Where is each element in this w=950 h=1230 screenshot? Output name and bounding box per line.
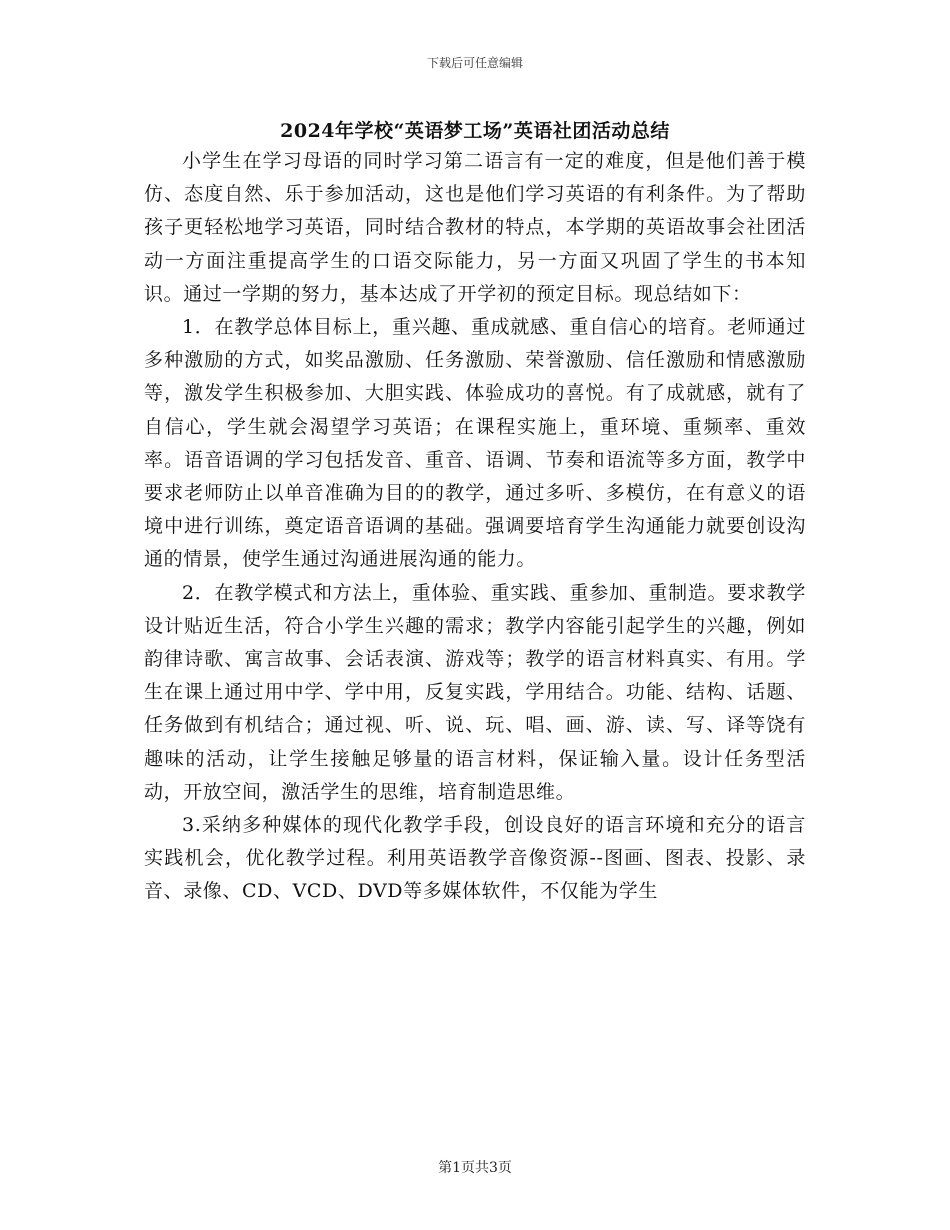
page-number-footer: 第1页共3页 [438, 1160, 512, 1176]
document-body [144, 145, 806, 909]
paragraph-point-2: 2．在教学模式和方法上，重体验、重实践、重参加、重制造。要求教学设计贴近生活，符合小学生兴趣的需求；教学内容能引起学生的兴趣，例如韵律诗歌、寓言故事、会话表演、游戏等；教学的语言材料真实、有用。学生在课上通过用中学、学中用，反复实践，学用结合。功能、结构、话题、任务做到有机结合；通过视、听、说、玩、唱、画、游、读、写、译等饶有趣味的活动，让学生接触足够量的语言材料，保证输入量。设计任务型活动，开放空间，激活学生的思维，培育制造思维。 [144, 581, 806, 803]
paragraph-intro: 小学生在学习母语的同时学习第二语言有一定的难度，但是他们善于模仿、态度自然、乐于参加活动，这也是他们学习英语的有利条件。为了帮助孩子更轻松地学习英语，同时结合教材的特点，本学期的英语故事会社团活动一方面注重提高学生的口语交际能力，另一方面又巩固了学生的书本知识。通过一学期的努力，基本达成了开学初的预定目标。现总结如下： [144, 150, 806, 305]
document-title: 2024年学校“英语梦工场”英语社团活动总结 [280, 120, 670, 142]
paragraph-point-1: 1．在教学总体目标上，重兴趣、重成就感、重自信心的培育。老师通过多种激励的方式，如奖品激励、任务激励、荣誉激励、信任激励和情感激励等，激发学生积极参加、大胆实践、体验成功的喜悦。有了成就感，就有了自信心，学生就会渴望学习英语；在课程实施上，重环境、重频率、重效率。语音语调的学习包括发音、重音、语调、节奏和语流等多方面，教学中要求老师防止以单音准确为目的的教学，通过多听、多模仿，在有意义的语境中进行训练，奠定语音语调的基础。强调要培育学生沟通能力就要创设沟通的情景，使学生通过沟通进展沟通的能力。 [144, 316, 806, 571]
paragraph-point-3: 3.采纳多种媒体的现代化教学手段，创设良好的语言环境和充分的语言实践机会，优化教学过程。利用英语教学音像资源--图画、图表、投影、录音、录像、CD、VCD、DVD等多媒体软件，不仅能为学生 [144, 814, 806, 903]
header-note: 下载后可任意编辑 [426, 56, 523, 70]
